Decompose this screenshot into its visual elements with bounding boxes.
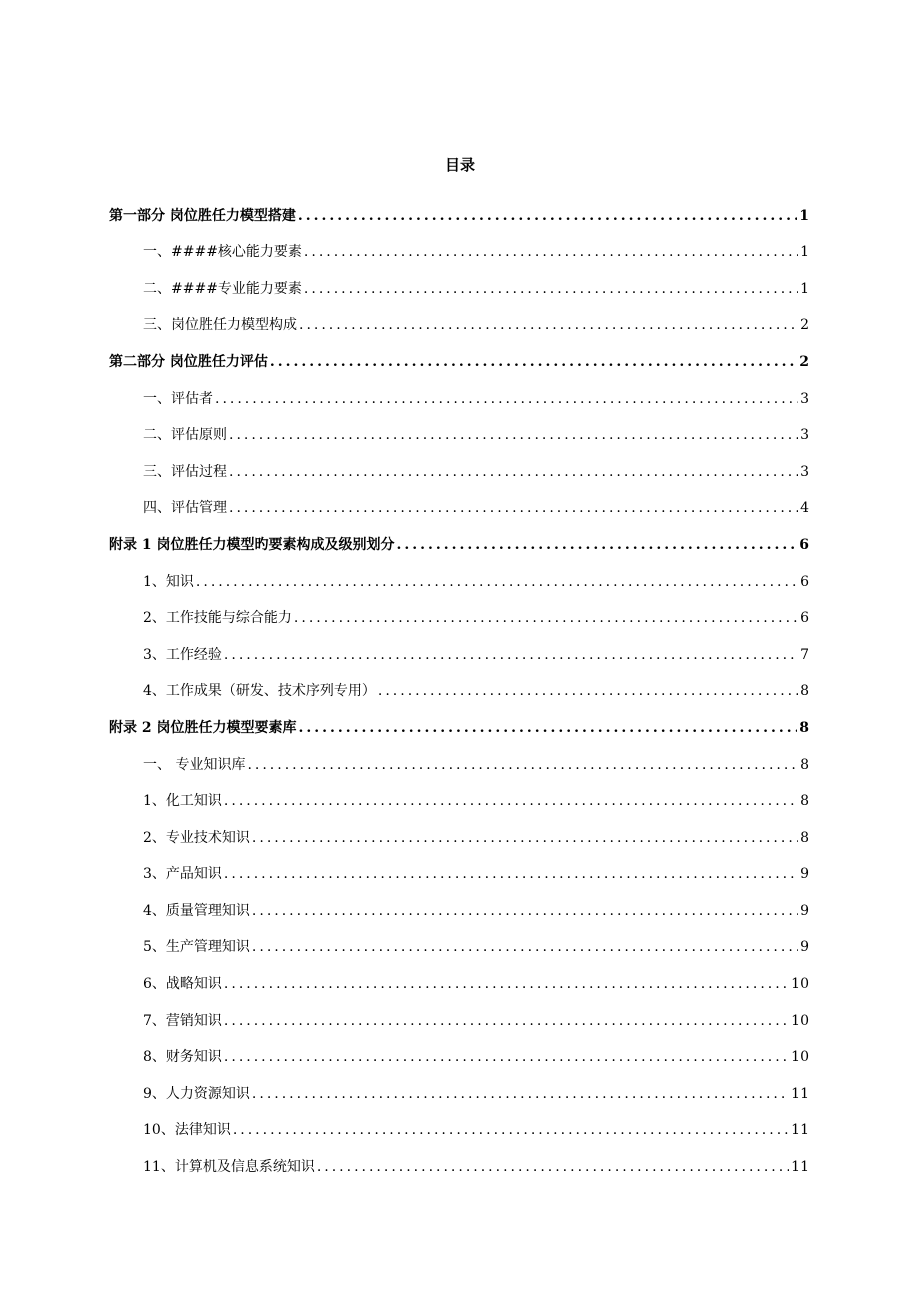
toc-page-number: 10 bbox=[791, 976, 809, 993]
toc-dot-leader bbox=[224, 644, 798, 666]
toc-dot-leader bbox=[224, 863, 798, 885]
toc-subsection-entry[interactable] bbox=[109, 922, 809, 959]
toc-subsection-entry[interactable] bbox=[109, 849, 809, 886]
toc-dot-leader bbox=[270, 351, 797, 373]
toc-subsection-entry[interactable] bbox=[109, 958, 809, 995]
toc-page-number: 6 bbox=[800, 573, 809, 590]
toc-page-number: 10 bbox=[791, 1049, 809, 1066]
toc-dot-leader bbox=[299, 717, 798, 739]
toc-entry-title: 第一部分 岗位胜任力模型搭建 bbox=[109, 207, 296, 224]
toc-page-number: 8 bbox=[800, 683, 809, 700]
toc-page-number: 9 bbox=[800, 939, 809, 956]
toc-entry-title: 5、生产管理知识 bbox=[143, 939, 250, 956]
toc-page-number: 11 bbox=[791, 1122, 809, 1139]
toc-subsection-entry[interactable] bbox=[109, 263, 809, 300]
toc-entry-title: 10、法律知识 bbox=[143, 1122, 231, 1139]
toc-section-entry[interactable] bbox=[109, 336, 809, 373]
toc-page-number: 11 bbox=[791, 1159, 809, 1176]
toc-entry-title: 四、评估管理 bbox=[143, 500, 227, 517]
toc-page-number: 1 bbox=[800, 244, 809, 261]
toc-subsection-entry[interactable] bbox=[109, 1105, 809, 1142]
toc-subsection-entry[interactable] bbox=[109, 666, 809, 703]
toc-subsection-entry[interactable] bbox=[109, 483, 809, 520]
toc-subsection-entry[interactable] bbox=[109, 1068, 809, 1105]
table-of-contents bbox=[109, 190, 809, 1178]
toc-entry-title: 9、人力资源知识 bbox=[143, 1085, 250, 1102]
toc-page-number: 9 bbox=[800, 866, 809, 883]
toc-entry-title: 1、知识 bbox=[143, 573, 194, 590]
toc-subsection-entry[interactable] bbox=[109, 410, 809, 447]
toc-entry-title: 3、产品知识 bbox=[143, 866, 222, 883]
toc-page-number: 8 bbox=[800, 793, 809, 810]
page-title: 目录 bbox=[444, 156, 475, 174]
toc-subsection-entry[interactable] bbox=[109, 446, 809, 483]
toc-subsection-entry[interactable] bbox=[109, 885, 809, 922]
toc-dot-leader bbox=[252, 1083, 789, 1105]
toc-dot-leader bbox=[224, 790, 798, 812]
toc-subsection-entry[interactable] bbox=[109, 776, 809, 813]
toc-page-number: 1 bbox=[800, 280, 809, 297]
toc-dot-leader bbox=[298, 205, 797, 227]
toc-section-entry[interactable] bbox=[109, 519, 809, 556]
toc-page-number: 3 bbox=[800, 463, 809, 480]
toc-entry-title: 二、评估原则 bbox=[143, 427, 227, 444]
toc-page-number: 1 bbox=[799, 207, 809, 224]
toc-entry-title: 2、专业技术知识 bbox=[143, 829, 250, 846]
toc-entry-title: 第二部分 岗位胜任力评估 bbox=[109, 353, 268, 370]
toc-entry-title: 一、 专业知识库 bbox=[143, 756, 246, 773]
toc-entry-title: 三、评估过程 bbox=[143, 463, 227, 480]
toc-subsection-entry[interactable] bbox=[109, 1032, 809, 1069]
toc-dot-leader bbox=[229, 497, 798, 519]
toc-page-number: 8 bbox=[800, 829, 809, 846]
toc-dot-leader bbox=[294, 607, 798, 629]
toc-dot-leader bbox=[252, 900, 798, 922]
toc-subsection-entry[interactable] bbox=[109, 593, 809, 630]
toc-dot-leader bbox=[252, 827, 798, 849]
toc-dot-leader bbox=[299, 314, 798, 336]
toc-dot-leader bbox=[304, 241, 798, 263]
toc-entry-title: 3、工作经验 bbox=[143, 646, 222, 663]
toc-dot-leader bbox=[229, 424, 798, 446]
toc-entry-title: 一、评估者 bbox=[143, 390, 213, 407]
toc-dot-leader bbox=[196, 571, 798, 593]
toc-entry-title: 2、工作技能与综合能力 bbox=[143, 610, 292, 627]
toc-entry-title: 1、化工知识 bbox=[143, 793, 222, 810]
toc-entry-title: 二、####专业能力要素 bbox=[143, 280, 302, 297]
toc-dot-leader bbox=[233, 1119, 789, 1141]
toc-entry-title: 6、战略知识 bbox=[143, 976, 222, 993]
toc-dot-leader bbox=[215, 388, 798, 410]
toc-page-number: 7 bbox=[800, 646, 809, 663]
toc-dot-leader bbox=[378, 680, 798, 702]
toc-page-number: 6 bbox=[800, 610, 809, 627]
toc-dot-leader bbox=[397, 534, 798, 556]
toc-entry-title: 附录 1 岗位胜任力模型旳要素构成及级别划分 bbox=[109, 536, 395, 553]
toc-section-entry[interactable] bbox=[109, 702, 809, 739]
toc-subsection-entry[interactable] bbox=[109, 227, 809, 264]
toc-page-number: 11 bbox=[791, 1085, 809, 1102]
toc-entry-title: 11、计算机及信息系统知识 bbox=[143, 1159, 315, 1176]
toc-page-number: 8 bbox=[799, 719, 809, 736]
toc-dot-leader bbox=[224, 1046, 789, 1068]
toc-page-number: 9 bbox=[800, 902, 809, 919]
toc-page-number: 3 bbox=[800, 390, 809, 407]
toc-dot-leader bbox=[304, 278, 798, 300]
toc-entry-title: 7、营销知识 bbox=[143, 1012, 222, 1029]
toc-page-number: 6 bbox=[799, 536, 809, 553]
toc-dot-leader bbox=[224, 973, 789, 995]
toc-subsection-entry[interactable] bbox=[109, 629, 809, 666]
toc-subsection-entry[interactable] bbox=[109, 739, 809, 776]
toc-section-entry[interactable] bbox=[109, 190, 809, 227]
toc-subsection-entry[interactable] bbox=[109, 556, 809, 593]
toc-entry-title: 4、质量管理知识 bbox=[143, 902, 250, 919]
toc-page-number: 10 bbox=[791, 1012, 809, 1029]
toc-subsection-entry[interactable] bbox=[109, 300, 809, 337]
toc-entry-title: 一、####核心能力要素 bbox=[143, 244, 302, 261]
toc-entry-title: 附录 2 岗位胜任力模型要素库 bbox=[109, 719, 297, 736]
toc-dot-leader bbox=[317, 1156, 789, 1178]
toc-entry-title: 4、工作成果（研发、技术序列专用） bbox=[143, 683, 376, 700]
toc-dot-leader bbox=[247, 754, 798, 776]
toc-page-number: 2 bbox=[800, 317, 809, 334]
toc-page-number: 4 bbox=[800, 500, 809, 517]
toc-dot-leader bbox=[229, 461, 798, 483]
toc-subsection-entry[interactable] bbox=[109, 995, 809, 1032]
toc-subsection-entry[interactable] bbox=[109, 373, 809, 410]
toc-dot-leader bbox=[224, 1010, 789, 1032]
toc-page-number: 2 bbox=[799, 353, 809, 370]
toc-subsection-entry[interactable] bbox=[109, 812, 809, 849]
toc-page-number: 8 bbox=[800, 756, 809, 773]
toc-dot-leader bbox=[252, 936, 798, 958]
toc-page-number: 3 bbox=[800, 427, 809, 444]
toc-subsection-entry[interactable] bbox=[109, 1141, 809, 1178]
toc-entry-title: 三、岗位胜任力模型构成 bbox=[143, 317, 297, 334]
toc-entry-title: 8、财务知识 bbox=[143, 1049, 222, 1066]
